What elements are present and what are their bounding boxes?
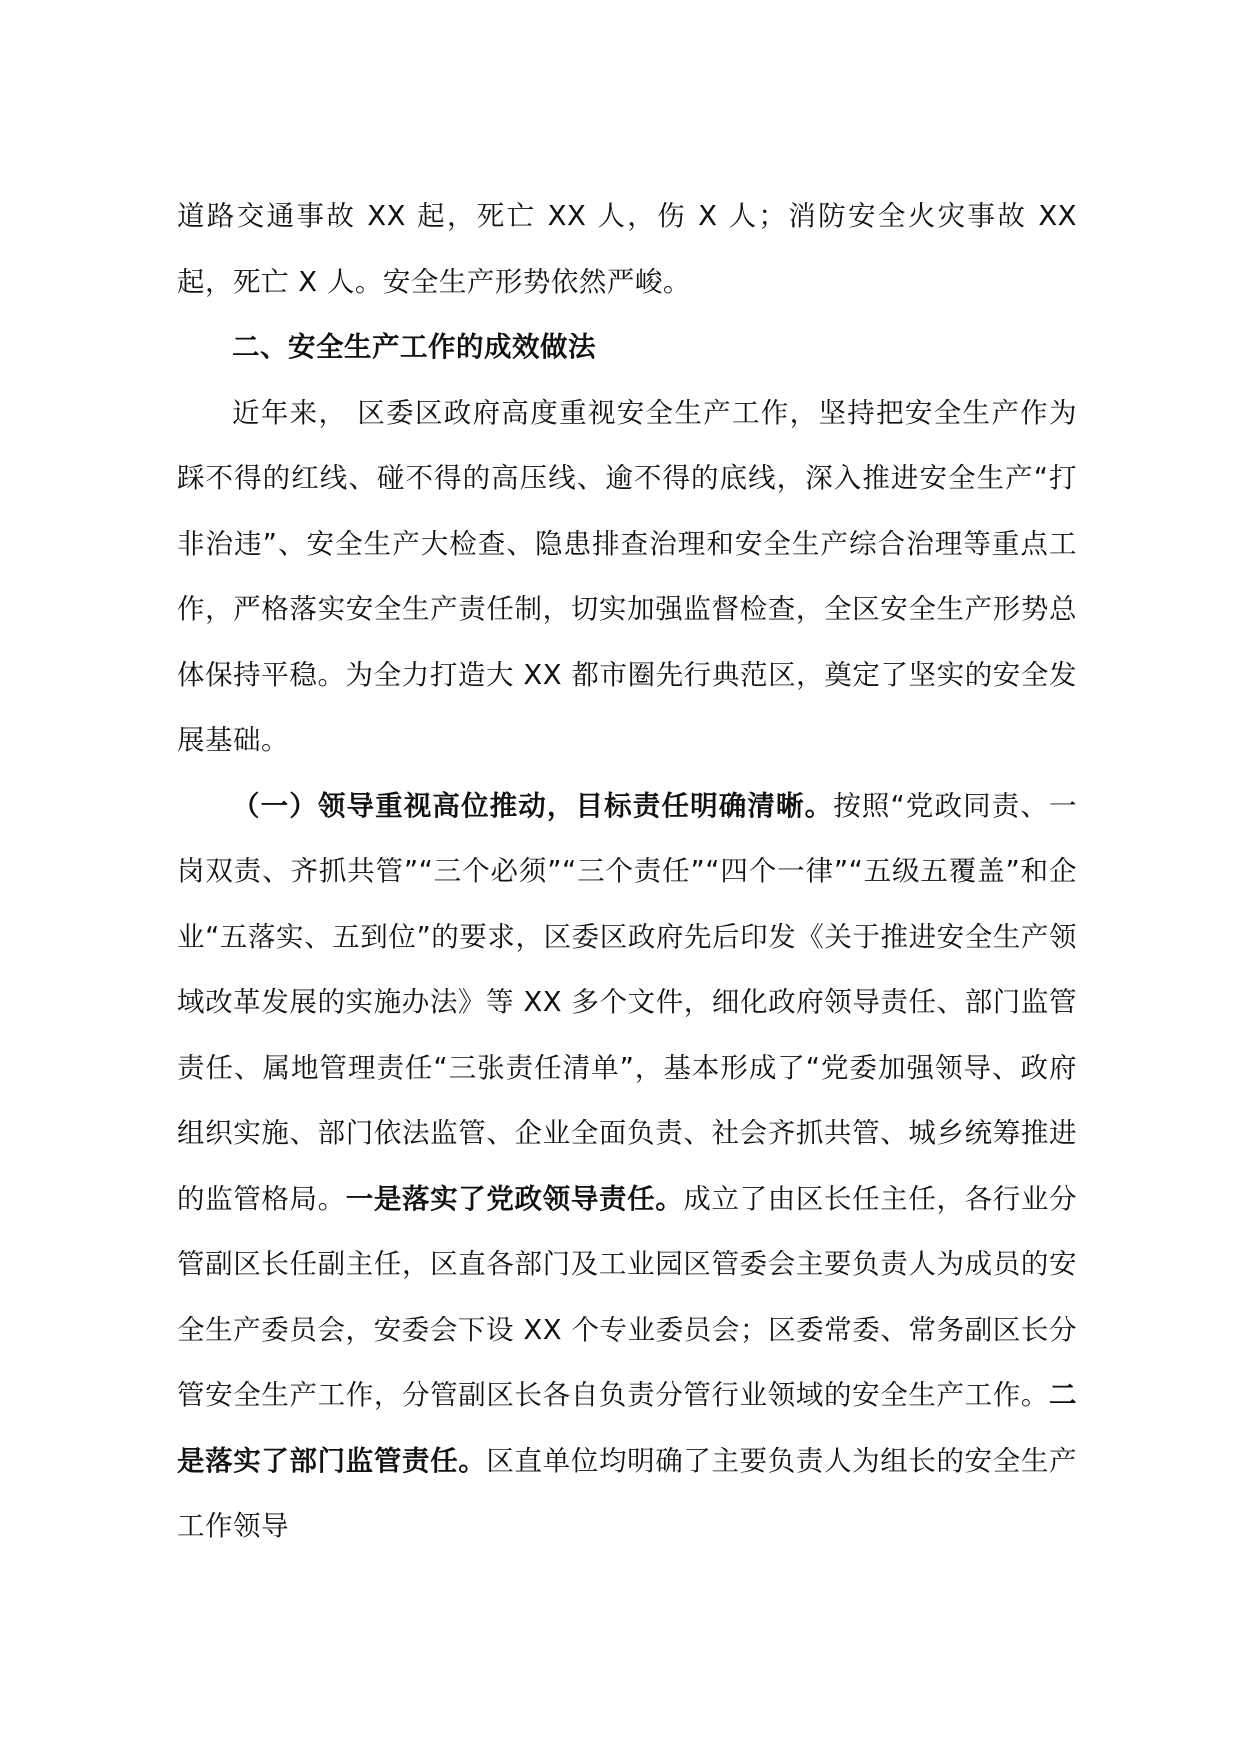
section-heading: 二、安全生产工作的成效做法 <box>232 331 596 363</box>
document-body <box>177 184 1077 1560</box>
paragraph-leadership <box>177 774 1077 1560</box>
paragraph-accident-summary: 道路交通事故 XX 起，死亡 XX 人，伤 X 人；消防安全火灾事故 XX 起，死亡 X 人。安全生产形势依然严峻。 <box>177 200 1077 298</box>
bold-point-two: 二是落实了部门监管责任。 <box>177 1379 1077 1477</box>
text-segment: 区直单位均明确了主要负责人为组长的安全生产工作领导 <box>177 1444 1078 1542</box>
bold-point-one: 一是落实了党政领导责任。 <box>345 1182 684 1215</box>
subheading-leadership: （一）领导重视高位推动，目标责任明确清晰。 <box>232 789 834 822</box>
paragraph-overview: 近年来， 区委区政府高度重视安全生产工作，坚持把安全生产作为踩不得的红线、碰不得的高压线、逾不得的底线，深入推进安全生产“打非治违”、安全生产大检查、隐患排查治理和安全生产综合治理等重点工作，严格落实安全生产责任制，切实加强监督检查，全区安全生产形势总体保持平稳。为全力打造大 XX 都市圈先行典范区，奠定了坚实的安全发展基础。 <box>177 396 1077 756</box>
text-segment: 按照“党政同责、一岗双责、齐抓共管”“三个必须”“三个责任”“四个一律”“五级五覆盖”和企业“五落实、五到位”的要求，区委区政府先后印发《关于推进安全生产领域改革发展的实施办法》等 XX 多个文件，细化政府领导责任、部门监管责任、属地管理责任“三张责任清单”，基本形成了“党委加强领导、政府组织实施、部门依法监管、企业全面负责、社会齐抓共管、城乡统筹推进的监管格局。 <box>177 789 1077 1215</box>
text-segment: 成立了由区长任主任，各行业分管副区长任副主任，区直各部门及工业园区管委会主要负责人为成员的安全生产委员会，安委会下设 XX 个专业委员会；区委常委、常务副区长分管安全生产工作，分管副区长各自负责分管行业领域的安全生产工作。 <box>177 1182 1078 1411</box>
